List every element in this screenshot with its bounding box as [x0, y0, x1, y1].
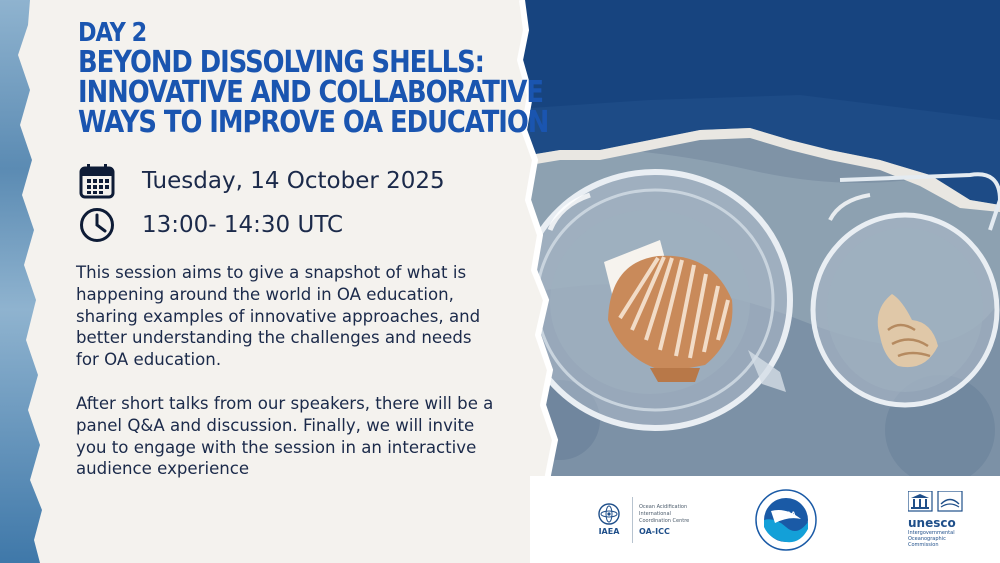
event-headline	[78, 18, 548, 138]
event-date: Tuesday, 14 October 2025	[142, 168, 445, 194]
calendar-icon	[78, 162, 116, 200]
partner-logos	[530, 476, 1000, 563]
title-line-2: INNOVATIVE AND COLLABORATIVE	[78, 75, 543, 110]
unesco-sub-1: Intergovernmental	[908, 530, 955, 536]
unesco-temple-icon	[908, 491, 964, 513]
iaea-seal	[592, 503, 626, 537]
description-paragraph-2: After short talks from our speakers, there will be a panel Q&A and discussion. Finally, we will invite you to engage with the session in an interactive audience experience	[76, 393, 494, 479]
noaa-text: NOAA	[776, 510, 796, 518]
noaa-emblem	[755, 489, 817, 551]
unesco-name: unesco	[908, 516, 956, 530]
iaea-oa-icc-logo	[592, 476, 691, 563]
title-line-1: BEYOND DISSOLVING SHELLS:	[78, 45, 484, 80]
iaea-label: IAEA	[598, 526, 620, 536]
clock-icon	[78, 206, 116, 244]
day-label: DAY 2	[78, 18, 147, 48]
event-time: 13:00- 14:30 UTC	[142, 212, 344, 238]
description-paragraph-1: This session aims to give a snapshot of what is happening around the world in OA education, sharing examples of innovative approaches, and better understanding the challenges and needs for OA education.	[76, 263, 481, 370]
iaea-line-2: International	[639, 511, 671, 517]
unesco-sub-3: Commission	[908, 542, 939, 548]
date-row	[78, 162, 445, 200]
iaea-line-3: Coordination Centre	[639, 518, 690, 524]
atom-icon	[598, 503, 620, 525]
unesco-ioc-logo	[908, 476, 964, 563]
noaa-logo	[755, 476, 817, 563]
time-row	[78, 206, 343, 244]
unesco-sub-2: Oceanographic	[908, 536, 946, 542]
iaea-text-block	[639, 504, 691, 535]
iaea-line-1: Ocean Acidification	[639, 504, 688, 510]
session-description	[76, 262, 496, 502]
logo-divider	[632, 497, 633, 543]
title-line-3: WAYS TO IMPROVE OA EDUCATION	[78, 105, 549, 140]
oa-icc-label: OA-ICC	[639, 527, 670, 536]
